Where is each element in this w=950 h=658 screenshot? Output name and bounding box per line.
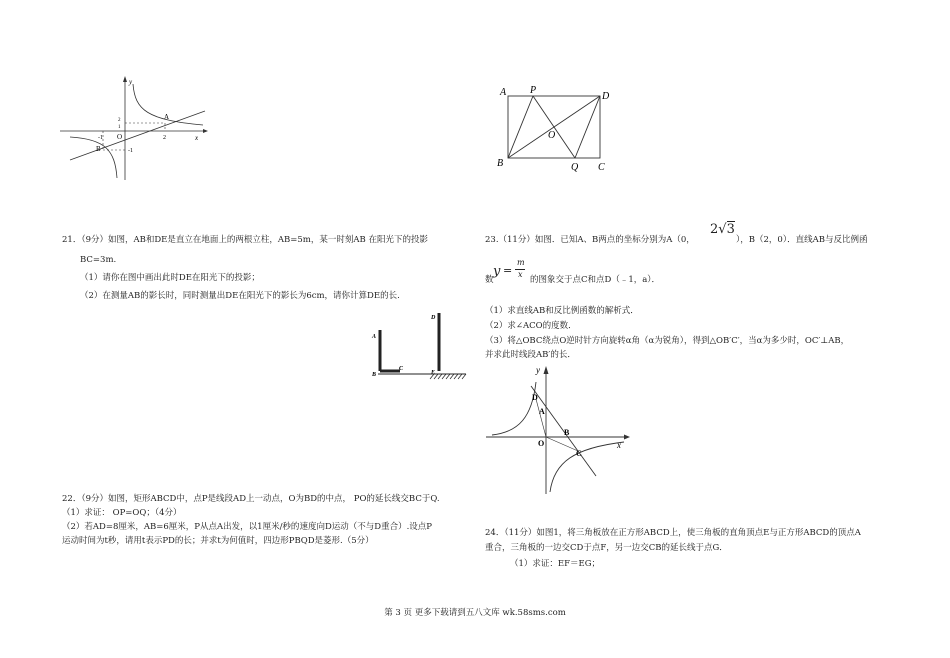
- q23-fig-label-o: O: [538, 439, 545, 448]
- graph1-point-a-label: A: [164, 113, 170, 121]
- poles-label-a: A: [372, 334, 377, 340]
- graph1-point-b-label: B: [96, 145, 101, 153]
- rect-label-p: P: [530, 85, 537, 96]
- q23-line2-suffix: 的图象交于点C和点D（﹣1，a）．: [530, 275, 661, 285]
- q23-func-num: m: [517, 258, 525, 267]
- q24-item1: （1）求证：EF＝EG；: [510, 559, 601, 569]
- q23-item3b: 并求此时线段AB′的长．: [485, 350, 576, 360]
- q23-title-b: ），B（2，0）．直线AB与反比例函: [736, 235, 868, 245]
- q23-item2: （2）求∠ACO的度数．: [485, 321, 577, 331]
- q23-fig-label-c: C: [576, 449, 582, 458]
- poles-label-c: C: [399, 366, 404, 372]
- graph1-x-label: x: [195, 134, 199, 142]
- q24-title-a: 24．（11分）如图1，将三角板放在正方形ABCD上，使三角板的直角顶点E与正方形ABCD的顶点A: [485, 528, 861, 538]
- q23-figure: [484, 362, 634, 497]
- q23-function: [493, 258, 533, 286]
- graph1-tick-neg1: -1: [98, 135, 103, 141]
- q23-fig-x-label: x: [617, 440, 621, 450]
- q22-title: 22．（9分）如图，矩形ABCD中，点P是线段AD上一动点，O为BD的中点， PO的延长线交BC于Q.: [62, 494, 440, 504]
- q23-fig-label-d: D: [532, 393, 538, 402]
- q23-func-eq: =: [503, 264, 513, 277]
- q21-item2: （2）在测量AB的影长时，同时测量出DE在阳光下的影长为6cm，请你计算DE的长.: [80, 291, 400, 301]
- q23-func-y: y: [493, 264, 501, 279]
- rect-figure: [495, 82, 620, 177]
- rect-label-b: B: [497, 158, 504, 169]
- q23-item3a: （3）将△OBC绕点O逆时针方向旋转α角（α为锐角），得到△OB′C′，当α为多少时，OC′⊥AB，: [485, 336, 850, 346]
- rect-label-d: D: [602, 91, 610, 102]
- rect-label-o: O: [548, 130, 556, 141]
- rect-label-a: A: [500, 87, 507, 98]
- q21-item1: （1）请你在图中画出此时DE在阳光下的投影；: [80, 273, 260, 283]
- graph1-origin-label: O: [117, 133, 123, 141]
- q22-item1: （1）求证： OP=OQ；（4分）: [62, 508, 182, 518]
- q23-sqrt-radicand: 3: [726, 222, 735, 237]
- graph1-tick-y2: 2: [118, 118, 121, 123]
- q23-sqrt-coef: 2: [710, 222, 719, 237]
- q23-sqrt-expression: 2√3: [710, 222, 735, 237]
- q21-title: 21．（9分）如图，AB和DE是直立在地面上的两根立柱，AB=5m，某一时刻AB 在阳光下的投影: [62, 235, 428, 245]
- page-footer: 第 3 页 更多下载请到五八文库 wk.58sms.com: [384, 608, 566, 618]
- graph1-figure: [55, 70, 215, 185]
- graph1-y-label: y: [129, 78, 133, 86]
- poles-label-e: E: [431, 370, 436, 376]
- q23-item1: （1）求直线AB和反比例函数的解析式．: [485, 306, 639, 316]
- q23-func-den: x: [518, 270, 523, 279]
- rect-label-c: C: [598, 162, 605, 173]
- poles-label-b: B: [372, 372, 377, 378]
- q22-item2a: （2）若AD=8厘米，AB=6厘米，P从点A出发，以1厘米/秒的速度向D运动（不与D重合）.设点P: [62, 522, 432, 532]
- q22-item2b: 运动时间为t秒，请用t表示PD的长；并求t为何值时，四边形PBQD是菱形.（5分）: [62, 536, 374, 546]
- q21-line2: BC=3m.: [80, 255, 117, 265]
- graph1-tick-y1: 1: [118, 125, 121, 130]
- q24-title-b: 重合，三角板的一边交CD于点F，另一边交CB的延长线于点G．: [485, 543, 728, 553]
- poles-label-d: D: [431, 315, 436, 321]
- graph1-tick-x2: 2: [163, 135, 166, 141]
- poles-figure: [368, 308, 468, 383]
- q23-title-a: 23.（11分）如图．已知A、B两点的坐标分别为A（0，: [485, 235, 695, 245]
- graph1-tick-yneg1: -1: [128, 148, 133, 154]
- q23-fig-label-b: B: [564, 428, 570, 437]
- q23-fig-y-label: y: [536, 365, 540, 375]
- q23-fig-label-a: A: [539, 407, 545, 416]
- rect-label-q: Q: [571, 162, 579, 173]
- q23-line2-prefix: 数: [485, 275, 494, 285]
